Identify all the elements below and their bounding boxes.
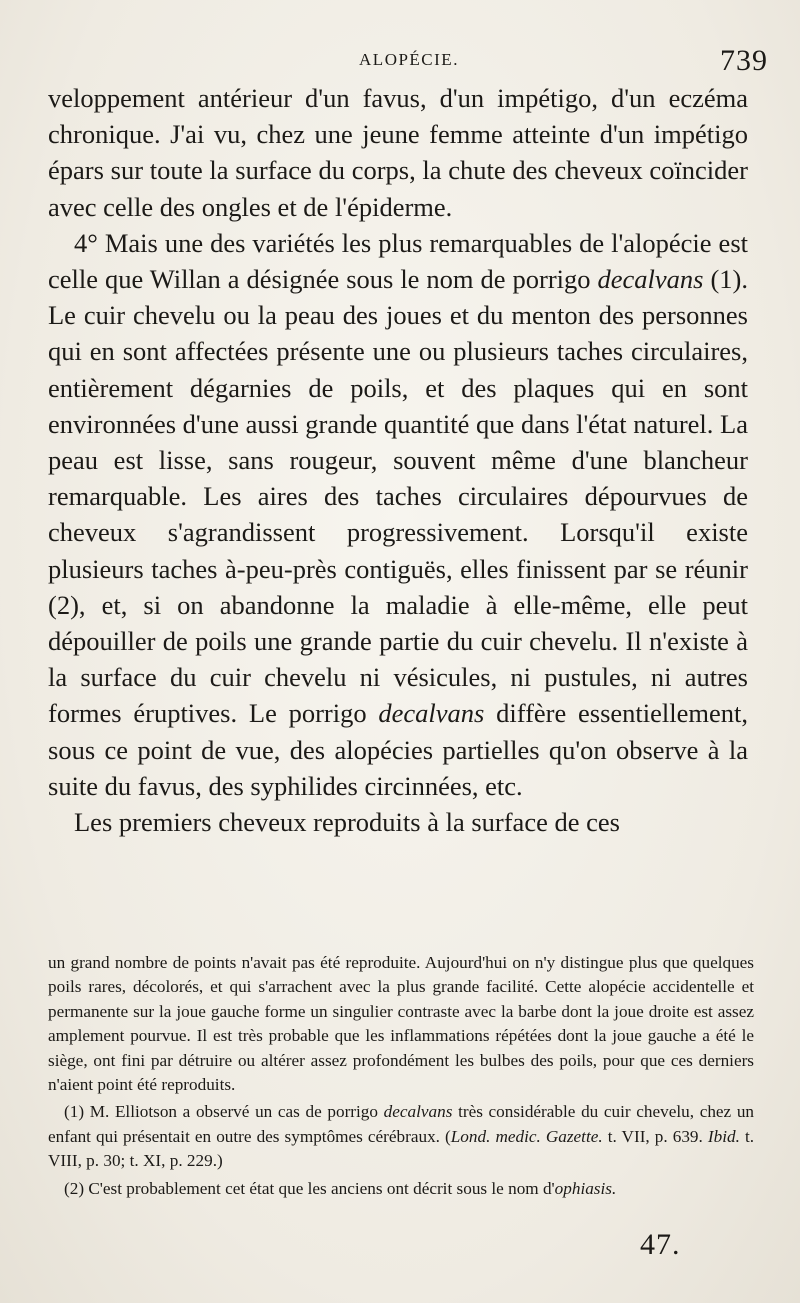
- paragraph-1: [48, 80, 748, 225]
- page-number: 739: [720, 44, 768, 77]
- footnote-1: [48, 1100, 754, 1173]
- paragraph-2-start: 4° Mais une des variétés les plus remarquables de l'alopécie est celle que Willan a désignée sous le nom de porrigo: [48, 227, 748, 295]
- paragraph-1-text: veloppement antérieur d'un favus, d'un impétigo, d'un eczéma chronique. J'ai vu, chez une jeune femme atteinte d'un impétigo épars sur toute la surface du corps, la chute des cheveux coïncider avec celle des ongles et de l'épiderme.: [48, 83, 748, 222]
- paragraph-2-middle: (1). Le cuir chevelu ou la peau des joues et du menton des personnes qui en sont affectées présente une ou plusieurs taches circulaires, entièrement dégarnies de poils, et des plaques qui en sont environnées d'une aussi grande quantité que dans l'état naturel. La peau est lisse, sans rougeur, souvent même d'une blancheur remarquable. Les aires des taches circulaires dépourvues de cheveux s'agrandissent progressivement. Lorsqu'il existe plusieurs taches à-peu-près contiguës, elles finissent par se réunir (2), et, si on abandonne la maladie à elle-même, elle peut dépouiller de poils une grande partie du cuir chevelu. Il n'existe à la surface du cuir chevelu ni vésicules, ni pustules, ni autres formes éruptives. Le porrigo: [48, 264, 748, 729]
- footnote-1-italic-decalvans: decalvans: [383, 1102, 453, 1122]
- main-text: [48, 80, 748, 840]
- running-title: ALOPÉCIE.: [359, 50, 459, 69]
- paragraph-3-text: Les premiers cheveux reproduits à la surface de ces: [74, 807, 620, 838]
- italic-decalvans-2: decalvans: [378, 698, 485, 729]
- footnote-1-italic-journal: Lond. medic. Gazette.: [450, 1126, 603, 1146]
- paragraph-2: [48, 225, 748, 804]
- footnote-1-end: t. VIII, p. 30; t. XI, p. 229.): [48, 1126, 755, 1171]
- footnote-continuation: [48, 951, 754, 1097]
- signature-mark: 47.: [640, 1228, 681, 1261]
- paragraph-2-end: diffère essentiellement, sous ce point de vue, des alopécies partielles qu'on observe à la suite du favus, des syphilides circinnées, etc.: [48, 698, 748, 801]
- footnote-2-start: (2) C'est probablement cet état que les anciens ont décrit sous le nom d': [64, 1178, 555, 1198]
- footnote-1-italic-ibid: Ibid.: [707, 1126, 740, 1146]
- footnotes: [48, 951, 754, 1201]
- footnote-1-start: (1) M. Elliotson a observé un cas de porrigo: [64, 1102, 378, 1122]
- page-header: [48, 44, 770, 84]
- footnote-1-middle: très considérable du cuir chevelu, chez un enfant qui présentait en outre des symptômes cérébraux. (: [48, 1102, 755, 1146]
- footnote-continuation-text: un grand nombre de points n'avait pas été reproduite. Aujourd'hui on n'y distingue plus que quelques poils rares, décolorés, et qui s'arrachent avec la plus grande facilité. Cette alopécie accidentelle et permanente sur la joue gauche forme un singulier contraste avec la barbe dont la joue droite est assez amplement pourvue. Il est très probable que les inflammations répétées dont la joue gauche a été le siège, ont fini par détruire ou altérer assez profondément les bulbes des poils, pour que ces derniers n'aient point été reproduits.: [48, 953, 754, 1095]
- paragraph-3: [48, 804, 748, 840]
- footnote-2: [48, 1177, 754, 1201]
- footnote-1-middle-2: t. VII, p. 639.: [607, 1126, 703, 1146]
- footnote-2-italic-ophiasis: ophiasis.: [554, 1178, 617, 1198]
- italic-decalvans-1: decalvans: [597, 264, 704, 295]
